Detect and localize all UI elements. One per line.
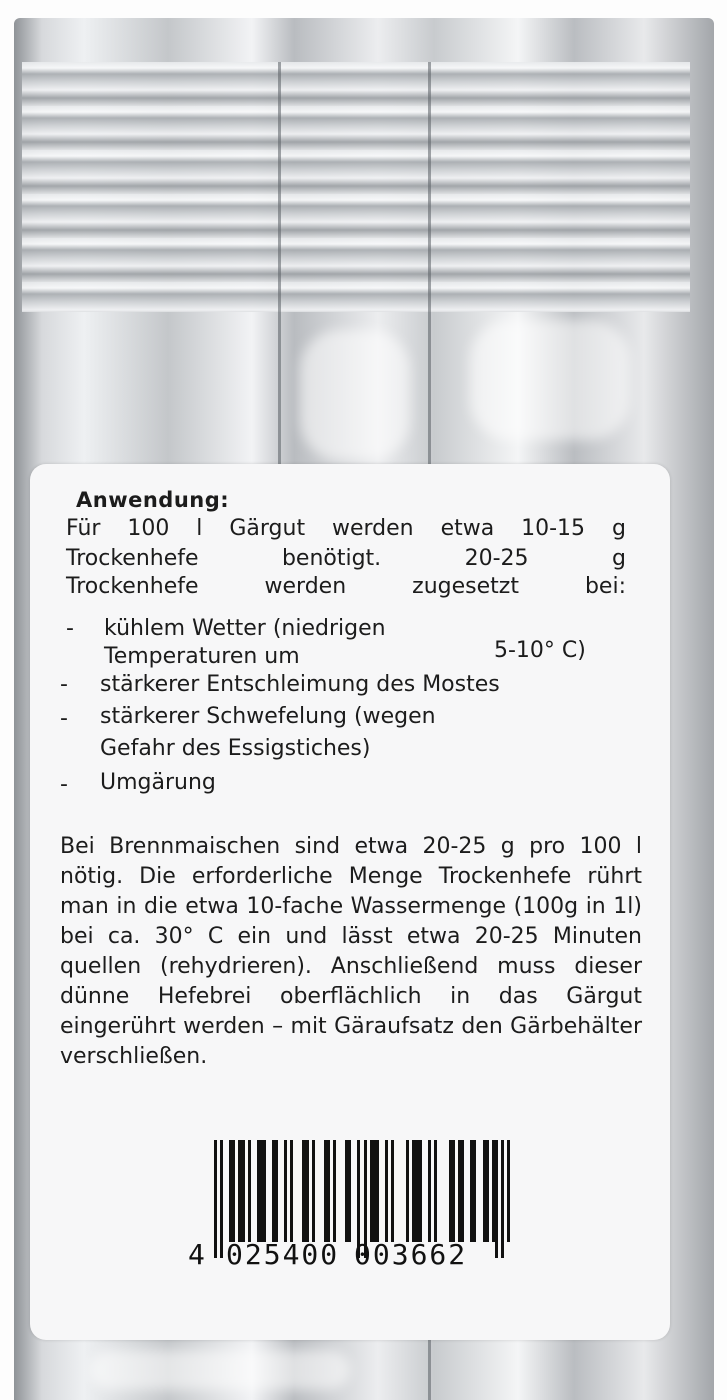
usage-heading: Anwendung: [76,488,230,512]
bullet-text: 5-10° C) [494,638,586,663]
bullet-text: kühlem Wetter (niedrigen [104,616,386,641]
bullet-text: Umgärung [100,770,216,795]
foil-highlight [90,1350,350,1390]
barcode-bar [263,1140,266,1242]
word: g [611,516,626,541]
barcode-bar [306,1140,309,1242]
barcode-bar [406,1140,409,1242]
instructions-paragraph: Bei Brennmaischen sind etwa 20-25 g pro 100 l nötig. Die erforderliche Menge Trockenhefe rührt man in die etwa 10-fache Wassermenge (100g in 1l) bei ca. 30° C ein und lässt etwa 20-25 Minuten quellen (rehydrieren). Anschließend muss dieser dünne Hefebrei oberflächlich in das Gärgut eingerührt werden – mit Gäraufsatz den Gärbehälter verschließen. [60,834,642,1069]
word: werden [264,574,347,599]
bullet-dash: - [60,672,68,697]
barcode-bar [376,1140,379,1242]
barcode-bar [248,1140,251,1242]
word: zugesetzt [412,574,519,599]
word: benötigt. [281,546,382,571]
barcode-right-digits: 003662 [354,1238,468,1271]
barcode-bar [327,1140,330,1242]
word: g [612,546,626,571]
barcode-bar [486,1140,489,1242]
barcode-bar [385,1140,388,1242]
word: l [196,516,203,541]
bullet-text: Temperaturen um [104,644,300,669]
barcode-bar [434,1140,437,1242]
word: Für [66,516,101,541]
word: bei: [584,574,626,599]
bullet-text: stärkerer Entschleimung des Mostes [100,672,500,697]
barcode-bar [452,1140,455,1242]
word: Trockenhefe [66,574,199,599]
barcode-bar [333,1140,336,1242]
intro-line-2 [66,546,626,571]
crimped-seal [22,62,690,312]
barcode-bar [220,1140,223,1258]
foil-highlight [300,330,410,460]
word: 10-15 [521,516,586,541]
word: Gärgut [229,516,306,541]
bullet-text: Gefahr des Essigstiches) [100,736,371,761]
barcode-bar [473,1140,476,1242]
barcode-left-digits: 025400 [226,1238,340,1271]
barcode-bar [312,1140,315,1242]
bullet-dash: - [66,616,74,641]
barcode-bar [461,1140,464,1242]
foil-fold [428,62,431,482]
barcode-bar [501,1140,504,1258]
barcode-bar [418,1140,421,1242]
foil-highlight [470,320,630,440]
word: 20-25 [464,546,529,571]
barcode-bar [275,1140,278,1242]
bullet-text: stärkerer Schwefelung (wegen [100,704,436,729]
barcode-bar [284,1140,287,1242]
barcode-first-digit: 4 [188,1238,207,1271]
word: Trockenhefe [66,546,199,571]
intro-line-3 [66,574,626,599]
barcode-bar [495,1140,498,1258]
barcode-bar [428,1140,431,1242]
bullet-dash: - [60,706,68,731]
word: 100 [127,516,170,541]
foil-fold [428,1340,431,1400]
barcode-bar [241,1140,244,1242]
word: etwa [440,516,495,541]
barcode-bar [232,1140,235,1242]
barcode-bar [391,1140,394,1242]
word: werden [332,516,414,541]
foil-fold [278,62,281,482]
intro-line-1 [66,516,626,541]
barcode-bar [348,1140,351,1242]
barcode-bar [507,1140,510,1242]
bullet-dash: - [60,772,68,797]
barcode-bar [290,1140,293,1242]
barcode-bar [214,1140,217,1258]
